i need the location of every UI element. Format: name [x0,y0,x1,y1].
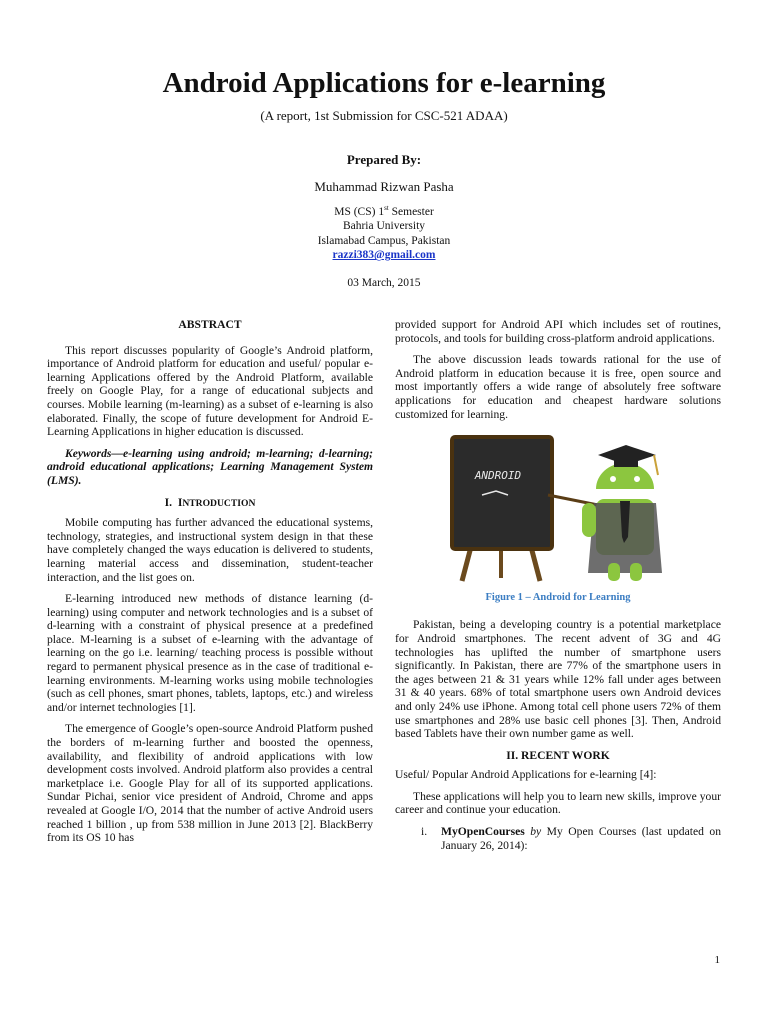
keywords: Keywords—e-learning using android; m-learning; d-learning; android educational applications; Learning Management System (LMS). [47,446,373,487]
abstract-body: This report discusses popularity of Google’s Android platform, importance of Android platform for education and useful/ popular e-learning Applications offered by the Android Platform, available freely on Google Play, for a range of educational subjects and courses. Mobile learning (m-learning) as a subset of e-learning is also elaborated. Finally, the scope of future development for Android E-Learning Applications in higher education is discussed. [47,343,373,439]
university: Bahria University [342,220,426,233]
prepared-by-label: Prepared By: [346,152,422,167]
figure-android-teacher [395,433,721,587]
author-affiliation [0,201,768,263]
paper-header [0,66,768,289]
board-text: ANDROID [474,469,522,483]
section-heading-recent-work: II. RECENT WORK [506,748,610,762]
paper-subtitle: (A report, 1st Submission for CSC-521 ADAA) [260,108,508,123]
intro-paragraph: E-learning introduced new methods of distance learning (d-learning) using computer and network technologies and is a subset of d-learning with a constraint of physical presence at a predefined place. M-learning is a subset of e-learning with the advantage of learning on the go i.e. learning/ teaching process is possible without regard to permanent physical presence as in the case of traditional e-learning environments. M-learning works using mobile technologies (such as cell phones, smart phones, tablets, laptops, etc.) and wireless and/or internet technologies [1]. [47,592,373,714]
section-heading-introduction: I. INTRODUCTION [164,495,256,509]
intro-paragraph: The emergence of Google’s open-source Android Platform pushed the borders of m-learning further and boosted the openness, availability, and flexibility of android applications with low development costs involved. Android platform also provides a central marketplace i.e. Google Play for all of its supported applications. Sundar Pichai, senior vice president of Android, Chrome and apps revealed at Google I/O, 2014 that the number of active Android users reached 1 billion , up from 538 million in June 2013 [2]. BlackBerry from its OS 10 has [47,722,373,845]
email-link[interactable]: razzi383@gmail.com [332,249,436,262]
figure-caption: Figure 1 – Android for Learning [485,591,631,603]
paper-title: Android Applications for e-learning [162,67,606,99]
abstract-heading: ABSTRACT [178,318,242,331]
body-paragraph: Useful/ Popular Android Applications for e-learning [4]: [395,768,657,782]
body-paragraph: provided support for Android API which includes set of routines, protocols, and tools for building cross-platform android applications. [395,318,721,345]
body-paragraph: These applications will help you to learn new skills, improve your career and continue your education. [395,789,721,817]
body-paragraph: The above discussion leads towards rational for the use of Android platform in education because it is free, open source and most importantly offers a wide range of absolutely free software applications for education and cheapest hardware solutions customized for learning. [395,353,721,421]
page-number: 1 [714,954,720,966]
author-name: Muhammad Rizwan Pasha [314,179,454,194]
left-column [47,318,373,853]
body-paragraph: Pakistan, being a developing country is a potential marketplace for Android smartphones. The recent advent of 3G and 4G technologies has uplifted the number of smartphone users significantly. In Pakistan, there are 77% of the smartphone users in the ages between 21 & 31 years while 12% fall under ages between 31 & 40 years. 68% of total smartphone users own Android devices and only 24% use iPhone. Among total cell phone users 72% of them use smartphones and 28% use basic cell phones [3]. Then, Android based Tablets have their own number game as well. [395,618,721,741]
program-line: MS (CS) 1st Semester [334,204,434,218]
report-date: 03 March, 2015 [347,276,421,289]
right-column [395,318,721,852]
android-teacher-illustration [448,433,668,583]
intro-paragraph: Mobile computing has further advanced the educational systems, technology, strategies, and instructional system design in that these have completely changed the ways education is delivered to students, learning material access and dissemination, student-teacher interaction, and the list goes on. [47,516,373,584]
campus: Islamabad Campus, Pakistan [317,234,451,247]
list-item: i. MyOpenCourses by My Open Courses (last updated on January 26, 2014): [421,825,721,852]
